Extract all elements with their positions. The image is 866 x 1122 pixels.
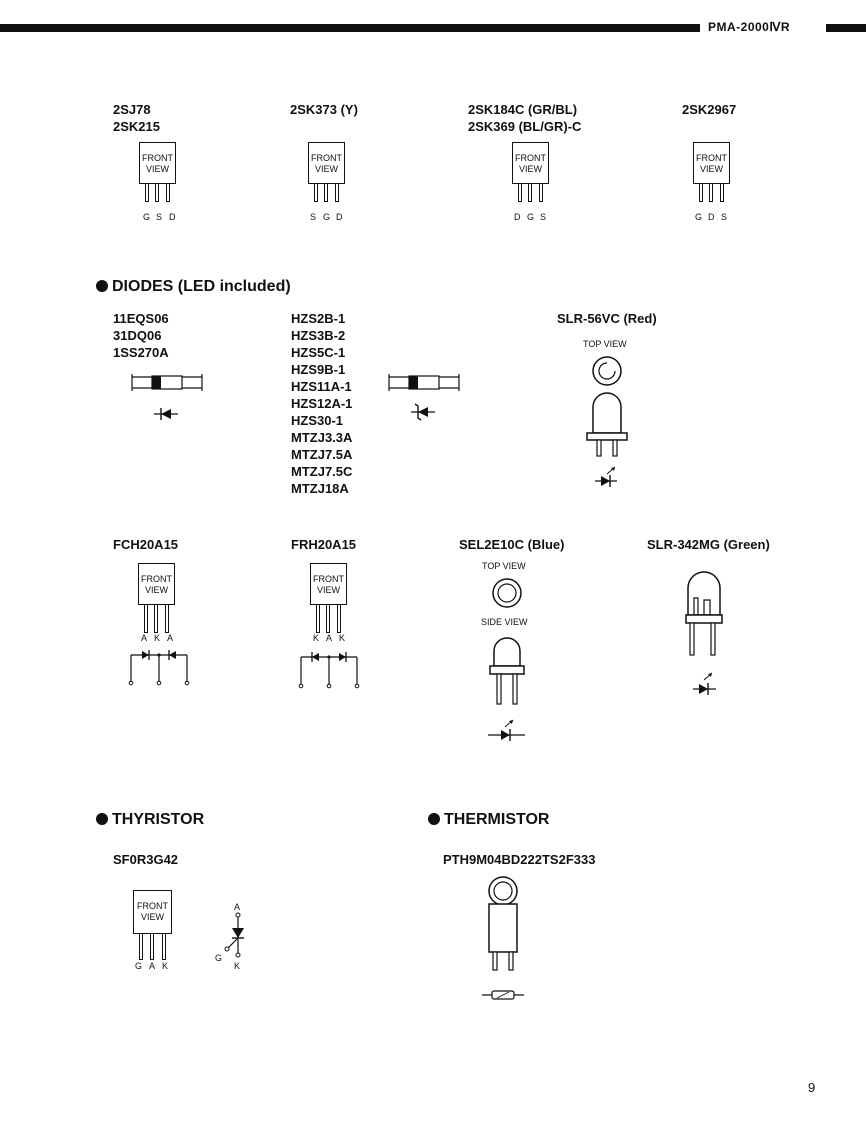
led-green-icon	[684, 570, 734, 700]
fet-label-3: 2SK184C (GR/BL) 2SK369 (BL/GR)-C	[468, 102, 582, 134]
top-view-label-1: TOP VIEW	[583, 339, 627, 349]
thyristor-sym-k: K	[234, 961, 241, 971]
thermistor-icon	[485, 874, 535, 1004]
thyristor-sym-a: A	[234, 902, 241, 912]
led-red-icon	[585, 355, 645, 490]
fet1-pin-3: D	[169, 212, 176, 222]
section-thermistor: THERMISTOR	[428, 810, 549, 830]
fet-label-1: 2SJ78 2SK215	[113, 102, 160, 134]
diode-group-2: HZS2B-1 HZS3B-2 HZS5C-1 HZS9B-1 HZS11A-1 HZS12A-1 HZS30-1 MTZJ3.3A MTZJ7.5A MTZJ7.5C MTZJ18A	[291, 311, 353, 496]
frh-schematic-icon	[298, 648, 362, 690]
fch-schematic-icon	[128, 648, 192, 688]
fet-label-2: 2SK373 (Y)	[290, 102, 358, 117]
side-view-label: SIDE VIEW	[481, 617, 528, 627]
thyristor-pin-1: G	[135, 961, 143, 971]
section-thyristor: THYRISTOR	[96, 810, 204, 830]
thyristor-pin-2: A	[149, 961, 156, 971]
fet-label-4: 2SK2967	[682, 102, 737, 117]
top-view-label-2: TOP VIEW	[482, 561, 526, 571]
fet3-pin-2: G	[527, 212, 535, 222]
bullet-icon	[96, 280, 108, 292]
fet3-pin-3: S	[540, 212, 547, 222]
thyristor-label: SF0R3G42	[113, 852, 179, 867]
header-rule-right	[826, 24, 866, 32]
zener-package-icon	[387, 372, 467, 422]
section-diodes: DIODES (LED included)	[96, 277, 291, 297]
fet2-pin-2: G	[323, 212, 331, 222]
header-rule-left	[0, 24, 700, 32]
thyristor-pin-3: K	[162, 961, 169, 971]
frh-pin-2: A	[326, 633, 333, 643]
model-name: PMA-2000ⅣR	[708, 20, 791, 34]
frh-pin-1: K	[313, 633, 320, 643]
thermistor-label: PTH9M04BD222TS2F333	[443, 852, 596, 867]
fet2-pin-3: D	[336, 212, 343, 222]
frh-label: FRH20A15	[291, 537, 357, 552]
fet2-pin-1: S	[310, 212, 317, 222]
fet1-pin-1: G	[143, 212, 151, 222]
fet4-pin-1: G	[695, 212, 703, 222]
bullet-icon	[96, 813, 108, 825]
fch-pin-2: K	[154, 633, 161, 643]
led-blue-icon	[485, 576, 535, 746]
bullet-icon	[428, 813, 440, 825]
led-red-label: SLR-56VC (Red)	[557, 311, 657, 326]
diode-group-1: 11EQS06 31DQ06 1SS270A	[113, 311, 169, 360]
fch-label: FCH20A15	[113, 537, 179, 552]
diode-package-icon-1	[130, 372, 210, 422]
thyristor-sym-g: G	[215, 953, 223, 963]
fet4-pin-3: S	[721, 212, 728, 222]
fch-pin-3: A	[167, 633, 174, 643]
fet4-pin-2: D	[708, 212, 715, 222]
led-green-label: SLR-342MG (Green)	[647, 537, 770, 552]
page-number: 9	[808, 1080, 816, 1095]
frh-pin-3: K	[339, 633, 346, 643]
thyristor-symbol-icon	[220, 910, 260, 960]
fch-pin-1: A	[141, 633, 148, 643]
fet3-pin-1: D	[514, 212, 521, 222]
fet1-pin-2: S	[156, 212, 163, 222]
led-blue-label: SEL2E10C (Blue)	[459, 537, 565, 552]
